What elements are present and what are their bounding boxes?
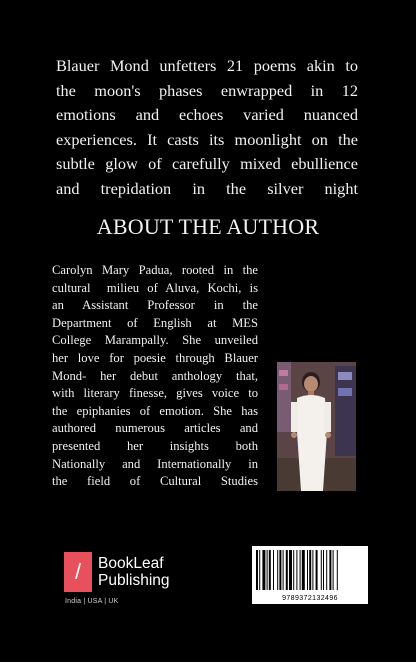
barcode-bar bbox=[337, 550, 338, 590]
barcode-bar bbox=[321, 550, 322, 590]
author-photo-illustration bbox=[277, 362, 356, 491]
blurb-line: Blauer Mond unfetters 21 poems akin to bbox=[56, 56, 358, 75]
author-photo bbox=[277, 362, 356, 491]
barcode-bar bbox=[267, 550, 268, 590]
barcode-bar bbox=[300, 550, 301, 590]
barcode-bar bbox=[262, 550, 265, 590]
barcode-bars bbox=[256, 550, 364, 590]
blurb-line: emotions and echoes varied nuanced bbox=[56, 105, 358, 125]
bio-line: the epiphanies of emotion. She has bbox=[52, 403, 258, 418]
barcode-bar bbox=[273, 550, 274, 590]
barcode-bar bbox=[256, 550, 258, 590]
bio-line: cultural milieu of Aluva, Kochi, is bbox=[52, 280, 258, 295]
bio-line: authored numerous articles and bbox=[52, 421, 258, 436]
bio-line: presented her insights both bbox=[52, 438, 258, 453]
bio-line: College Marampally. She unveiled bbox=[52, 333, 258, 348]
blurb-line: experiences. It casts its moonlight on the bbox=[56, 129, 358, 149]
barcode-bar bbox=[279, 550, 281, 590]
barcode-bar bbox=[283, 550, 284, 590]
barcode-bar bbox=[333, 550, 334, 590]
blurb-line: the moon's phases enwrapped in 12 bbox=[56, 80, 358, 100]
bio-line: Nationally and Internationally in bbox=[52, 456, 258, 471]
barcode-bar bbox=[309, 550, 311, 590]
barcode-bar bbox=[269, 550, 271, 590]
barcode-bar bbox=[293, 550, 294, 590]
barcode-bar bbox=[312, 550, 313, 590]
barcode-bar bbox=[259, 550, 260, 590]
blurb-line: subtle glow of carefully mixed ebullience bbox=[56, 154, 358, 174]
author-bio bbox=[52, 262, 258, 491]
barcode-bar bbox=[316, 550, 318, 590]
publisher-name bbox=[98, 555, 170, 589]
bio-line: Department of English at MES bbox=[52, 315, 258, 330]
bio-line: the field of Cultural Studies bbox=[52, 474, 258, 489]
barcode-bar bbox=[302, 550, 305, 590]
bio-line: Mond- her debut anthology that, bbox=[52, 368, 258, 383]
isbn-barcode bbox=[252, 546, 368, 604]
barcode-bar bbox=[326, 550, 327, 590]
barcode-bar bbox=[329, 550, 331, 590]
publisher-regions: India | USA | UK bbox=[65, 598, 119, 605]
bio-line: her love for poesie through Blauer bbox=[52, 350, 258, 365]
barcode-bar bbox=[323, 550, 324, 590]
barcode-bar bbox=[296, 550, 297, 590]
bio-line: an Assistant Professor in the bbox=[52, 298, 258, 313]
publisher-logo bbox=[64, 552, 170, 592]
back-cover-blurb bbox=[56, 54, 358, 202]
about-author-heading: ABOUT THE AUTHOR bbox=[96, 214, 320, 239]
barcode-bar bbox=[286, 550, 288, 590]
isbn-number: 9789372132496 bbox=[282, 595, 338, 602]
barcode-bar bbox=[307, 550, 308, 590]
blurb-line: and trepidation in the silver night bbox=[56, 178, 358, 198]
publisher-name-line1: BookLeaf bbox=[98, 555, 164, 572]
publisher-name-line2: Publishing bbox=[98, 572, 170, 589]
barcode-bar bbox=[289, 550, 292, 590]
bio-line: with literary finesse, gives voice to bbox=[52, 386, 258, 401]
barcode-bar bbox=[277, 550, 278, 590]
publisher-logo-mark: / bbox=[64, 552, 92, 592]
bio-line: Carolyn Mary Padua, rooted in the bbox=[52, 263, 258, 277]
